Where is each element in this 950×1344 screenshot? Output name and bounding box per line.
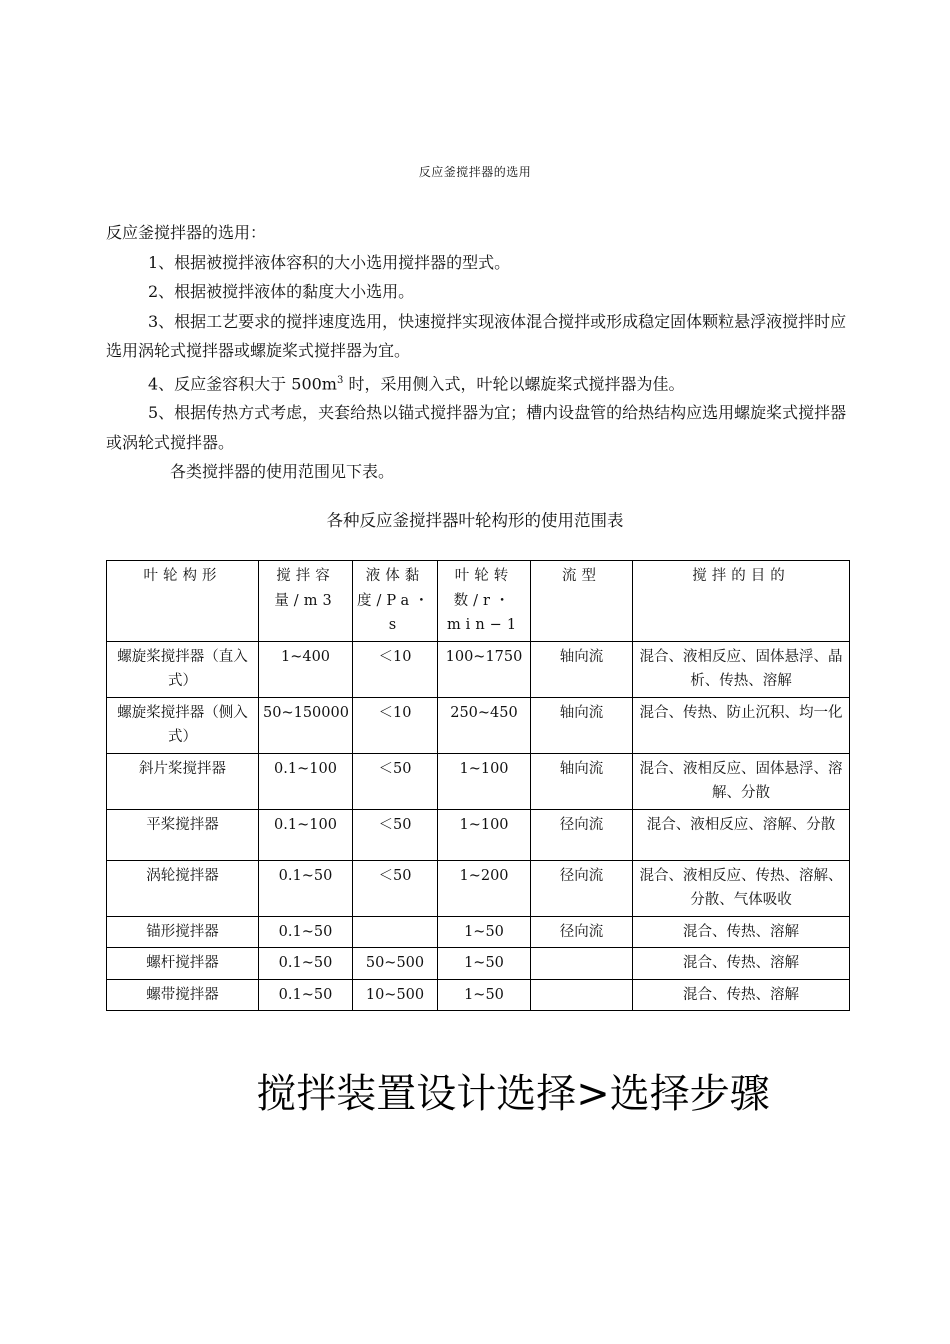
table-cell: 螺旋桨搅拌器（侧入式）	[107, 697, 259, 753]
table-cell: ＜10	[353, 641, 438, 697]
list-item-4-pre: 4、反应釜容积大于 500m	[148, 373, 337, 393]
table-cell: 0.1~100	[259, 753, 353, 809]
header-cell: 叶轮转数/r・min−1	[438, 561, 531, 642]
table-cell: 1~50	[438, 916, 531, 948]
table-cell	[353, 916, 438, 948]
table-cell: ＜50	[353, 809, 438, 860]
table-cell: 100~1750	[438, 641, 531, 697]
table-row	[107, 860, 850, 916]
header-cell: 搅拌的目的	[633, 561, 850, 642]
table-cell: ＜50	[353, 860, 438, 916]
table-cell: 1~50	[438, 979, 531, 1011]
table-cell: 轴向流	[531, 753, 633, 809]
table-cell: 0.1~100	[259, 809, 353, 860]
table-title: 各种反应釜搅拌器叶轮构形的使用范围表	[326, 511, 624, 530]
header-cell: 液体黏度/Pa・s	[353, 561, 438, 642]
list-item-5: 5、根据传热方式考虑，夹套给热以锚式搅拌器为宜；槽内设盘管的给热结构应选用螺旋桨式搅拌器或涡轮式搅拌器。	[106, 403, 847, 452]
list-item-4-superscript: 3	[336, 374, 344, 386]
table-cell: 1~400	[259, 641, 353, 697]
table-row	[107, 641, 850, 697]
table-cell: 50~150000	[259, 697, 353, 753]
list-item-4-post: 时，采用侧入式，叶轮以螺旋桨式搅拌器为佳。	[343, 373, 685, 393]
table-cell: 涡轮搅拌器	[107, 860, 259, 916]
table-cell: 平桨搅拌器	[107, 809, 259, 860]
table-row	[107, 916, 850, 948]
table-cell: 径向流	[531, 916, 633, 948]
table-row	[107, 948, 850, 980]
table-cell: ＜10	[353, 697, 438, 753]
table-cell: 螺杆搅拌器	[107, 948, 259, 980]
table-cell	[531, 948, 633, 980]
table-cell: ＜50	[353, 753, 438, 809]
table-cell: 锚形搅拌器	[107, 916, 259, 948]
usage-range-table	[106, 560, 850, 1011]
header-cell: 叶轮构形	[107, 561, 259, 642]
table-cell: 径向流	[531, 809, 633, 860]
table-row	[107, 979, 850, 1011]
list-item-4	[106, 366, 850, 399]
table-cell: 混合、传热、溶解	[633, 948, 850, 980]
table-cell: 螺带搅拌器	[107, 979, 259, 1011]
table-reference-note: 各类搅拌器的使用范围见下表。	[170, 462, 395, 482]
body-text	[106, 218, 850, 487]
table-cell: 斜片桨搅拌器	[107, 753, 259, 809]
table-cell: 轴向流	[531, 641, 633, 697]
table-cell: 1~50	[438, 948, 531, 980]
table-cell: 1~100	[438, 809, 531, 860]
table-cell: 混合、液相反应、溶解、分散	[633, 809, 850, 860]
document-header-title: 反应釜搅拌器的选用	[418, 165, 532, 179]
table-cell: 混合、液相反应、固体悬浮、溶解、分散	[633, 753, 850, 809]
table-cell: 250~450	[438, 697, 531, 753]
table-cell: 1~200	[438, 860, 531, 916]
table-header-row	[107, 561, 850, 642]
table-cell: 混合、液相反应、固体悬浮、晶析、传热、溶解	[633, 641, 850, 697]
table-cell: 10~500	[353, 979, 438, 1011]
table-cell: 轴向流	[531, 697, 633, 753]
list-item-1: 1、根据被搅拌液体容积的大小选用搅拌器的型式。	[148, 252, 511, 272]
table-cell: 50~500	[353, 948, 438, 980]
header-cell: 搅拌容量/m3	[259, 561, 353, 642]
table-cell: 混合、液相反应、传热、溶解、分散、气体吸收	[633, 860, 850, 916]
table-row	[107, 753, 850, 809]
table-cell: 0.1~50	[259, 948, 353, 980]
table-row	[107, 697, 850, 753]
table-cell: 径向流	[531, 860, 633, 916]
table-cell	[531, 979, 633, 1011]
header-cell: 流型	[531, 561, 633, 642]
list-item-3: 3、根据工艺要求的搅拌速度选用，快速搅拌实现液体混合搅拌或形成稳定固体颗粒悬浮液搅拌时应选用涡轮式搅拌器或螺旋桨式搅拌器为宜。	[106, 311, 847, 360]
table-cell: 0.1~50	[259, 860, 353, 916]
table-cell: 0.1~50	[259, 979, 353, 1011]
section-heading: 反应釜搅拌器的选用：	[106, 223, 267, 242]
table-cell: 混合、传热、溶解	[633, 979, 850, 1011]
section-big-title: 搅拌装置设计选择>选择步骤	[256, 1071, 770, 1117]
table-cell: 混合、传热、溶解	[633, 916, 850, 948]
table-cell: 螺旋桨搅拌器（直入式）	[107, 641, 259, 697]
table-cell: 1~100	[438, 753, 531, 809]
table-cell: 0.1~50	[259, 916, 353, 948]
table-cell: 混合、传热、防止沉积、均一化	[633, 697, 850, 753]
list-item-2: 2、根据被搅拌液体的黏度大小选用。	[148, 282, 415, 301]
table-row	[107, 809, 850, 860]
